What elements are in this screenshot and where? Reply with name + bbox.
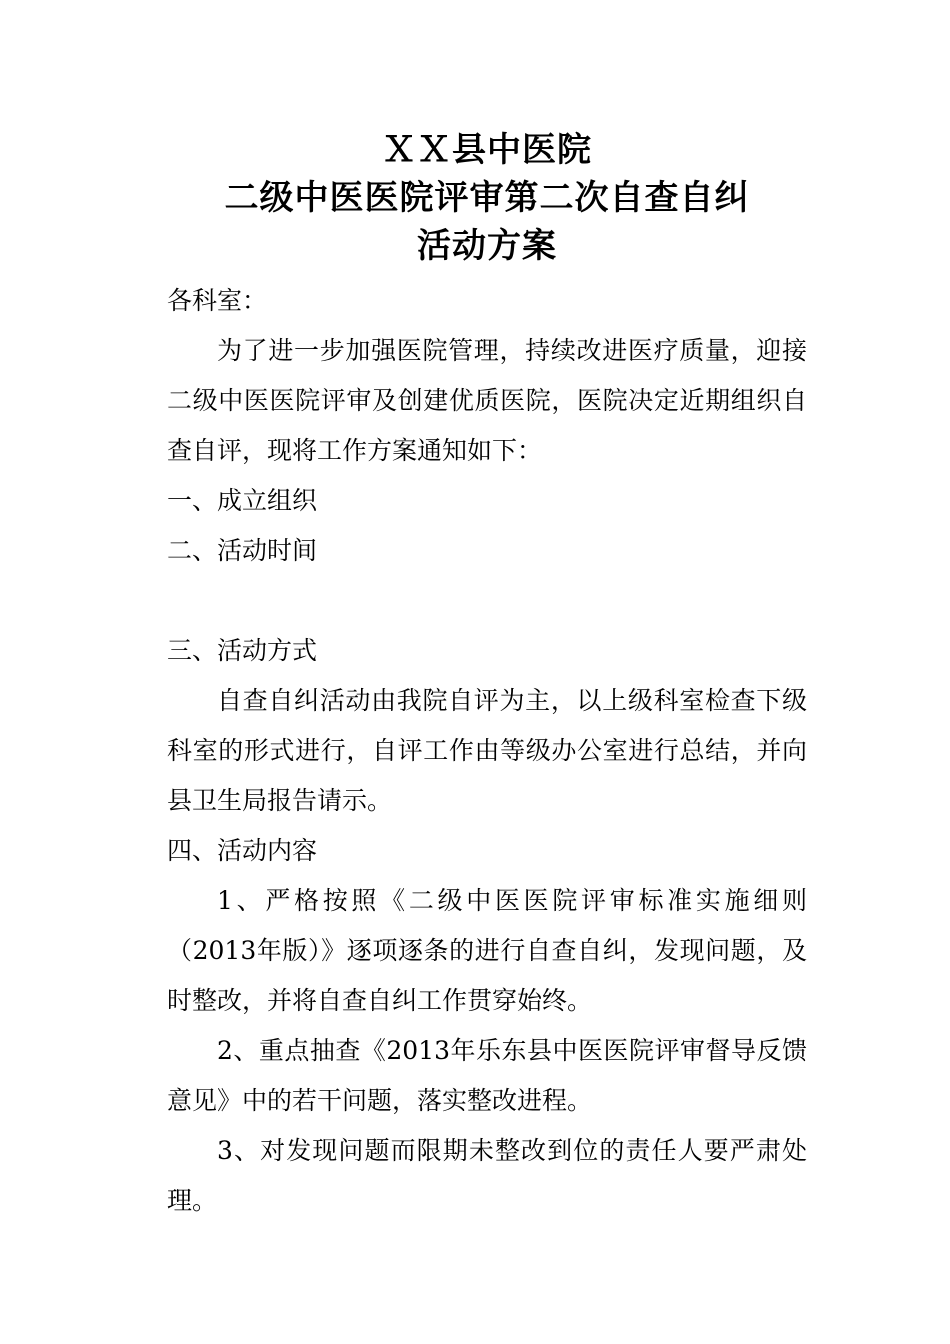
section-3-heading: 三、活动方式 <box>167 636 318 665</box>
section-4-item-1: 1、严格按照《二级中医医院评审标准实施细则（2013年版）》逐项逐条的进行自查自纠，发现问题，及时整改，并将自查自纠工作贯穿始终。 <box>167 886 807 1015</box>
blank-line <box>167 576 807 626</box>
salutation: 各科室： <box>167 286 268 315</box>
title-line-2: 二级中医医院评审第二次自查自纠 <box>224 178 750 218</box>
section-4-heading: 四、活动内容 <box>167 836 318 865</box>
intro-paragraph: 为了进一步加强医院管理，持续改进医疗质量，迎接二级中医医院评审及创建优质医院，医院决定近期组织自查自评，现将工作方案通知如下： <box>167 336 807 465</box>
document-body <box>167 276 807 1226</box>
section-4-item-3: 3、对发现问题而限期未整改到位的责任人要严肃处理。 <box>167 1136 807 1215</box>
section-3-body: 自查自纠活动由我院自评为主，以上级科室检查下级科室的形式进行，自评工作由等级办公室进行总结，并向县卫生局报告请示。 <box>167 686 807 815</box>
title-line-3: 活动方案 <box>417 226 557 266</box>
section-4-item-2: 2、重点抽查《2013年乐东县中医医院评审督导反馈意见》中的若干问题，落实整改进程。 <box>167 1036 807 1115</box>
section-2-heading: 二、活动时间 <box>167 536 318 565</box>
section-1-heading: 一、成立组织 <box>167 486 318 515</box>
document-page <box>167 126 807 1226</box>
title-line-1: ＸＸ县中医院 <box>382 130 592 170</box>
